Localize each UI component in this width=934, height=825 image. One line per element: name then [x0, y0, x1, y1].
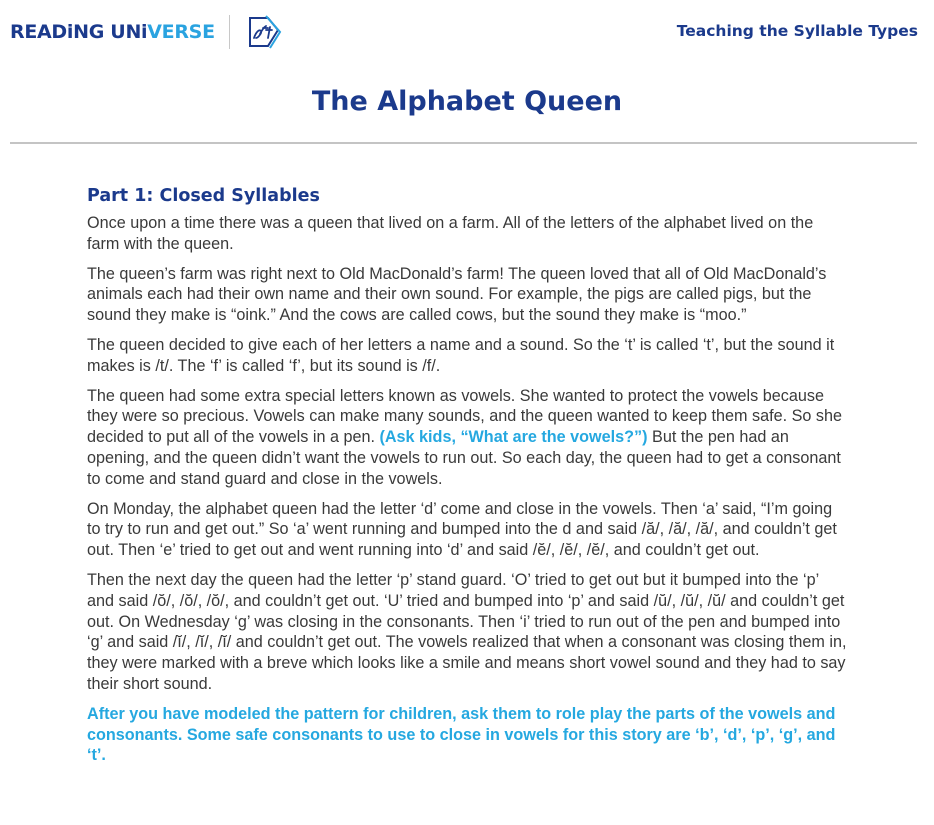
aft-logo: [244, 14, 284, 50]
title-divider: [10, 142, 917, 144]
story-paragraph: Then the next day the queen had the letter ‘p’ stand guard. ‘O’ tried to get out but it bumped into the ‘p’ and said /ŏ/, /ŏ/, /ŏ/, and couldn’t get out. ‘U’ tried and bumped into ‘p’ and said /ŭ/, /ŭ/, /ŭ/ and couldn’t get out. On Wednesday ‘g’ was closing in the consonants. Then ‘i’ tried to run out of the pen and bumped into ‘g’ and said /ĭ/, /ĭ/, /ĭ/ and couldn’t get out. The vowels realized that when a consonant was closing them in, they were marked with a breve which looks like a smile and means short vowel sound and they had to say their short sound.: [87, 570, 847, 693]
logo-text-part2: VERSE: [147, 21, 215, 43]
logo-divider: [229, 15, 230, 49]
page-title: The Alphabet Queen: [311, 86, 623, 117]
story-content: [87, 184, 847, 775]
paragraph-text: But the pen had an opening, and the queen didn’t want the vowels to run out. So each day, the queen had to get a consonant to come and stand guard and close in the vowels.: [87, 428, 841, 488]
paragraph-text: The queen had some extra special letters known as vowels. She wanted to protect the vowels because they were so precious. Vowels can make many sounds, and the queen wanted to keep them safe. So she decided to put all of the vowels in a pen.: [87, 386, 842, 447]
story-paragraph: The queen decided to give each of her letters a name and a sound. So the ‘t’ is called ‘t’, but the sound it makes is /t/. The ‘f’ is called ‘f’, but its sound is /f/.: [87, 335, 835, 375]
document-series-title: Teaching the Syllable Types: [676, 22, 918, 40]
brand-logos: [10, 20, 284, 44]
story-paragraph: The queen’s farm was right next to Old MacDonald’s farm! The queen loved that all of Old MacDonald’s animals each had their own name and their own sound. For example, the pigs are called pigs, but the sound they make is “oink.” And the cows are called cows, but the sound they make is “moo.”: [87, 264, 827, 325]
teacher-prompt-callout: (Ask kids, “What are the vowels?”): [379, 428, 648, 447]
teacher-instruction: After you have modeled the pattern for children, ask them to role play the parts of the vowels and consonants. Some safe consonants to use to close in vowels for this story are ‘b’, ‘d’, ‘p’, ‘g’, and ‘t’.: [87, 704, 836, 765]
reading-universe-logo[interactable]: [10, 21, 215, 43]
story-paragraph: [87, 386, 847, 490]
page-header: [0, 0, 934, 64]
section-heading: Part 1: Closed Syllables: [87, 186, 320, 206]
logo-text-part1: READiNG UNi: [10, 21, 148, 43]
story-paragraph: On Monday, the alphabet queen had the letter ‘d’ come and close in the vowels. Then ‘a’ said, “I’m going to try to run and get out.” So ‘a’ went running and bumped into the d and said /ă/, /ă/, /ă/, and couldn’t get out. Then ‘e’ tried to get out and went running into ‘d’ and said /ĕ/, /ĕ/, /ĕ/, and couldn’t get out.: [87, 499, 837, 560]
story-paragraph: Once upon a time there was a queen that lived on a farm. All of the letters of the alphabet lived on the farm with the queen.: [87, 214, 814, 253]
